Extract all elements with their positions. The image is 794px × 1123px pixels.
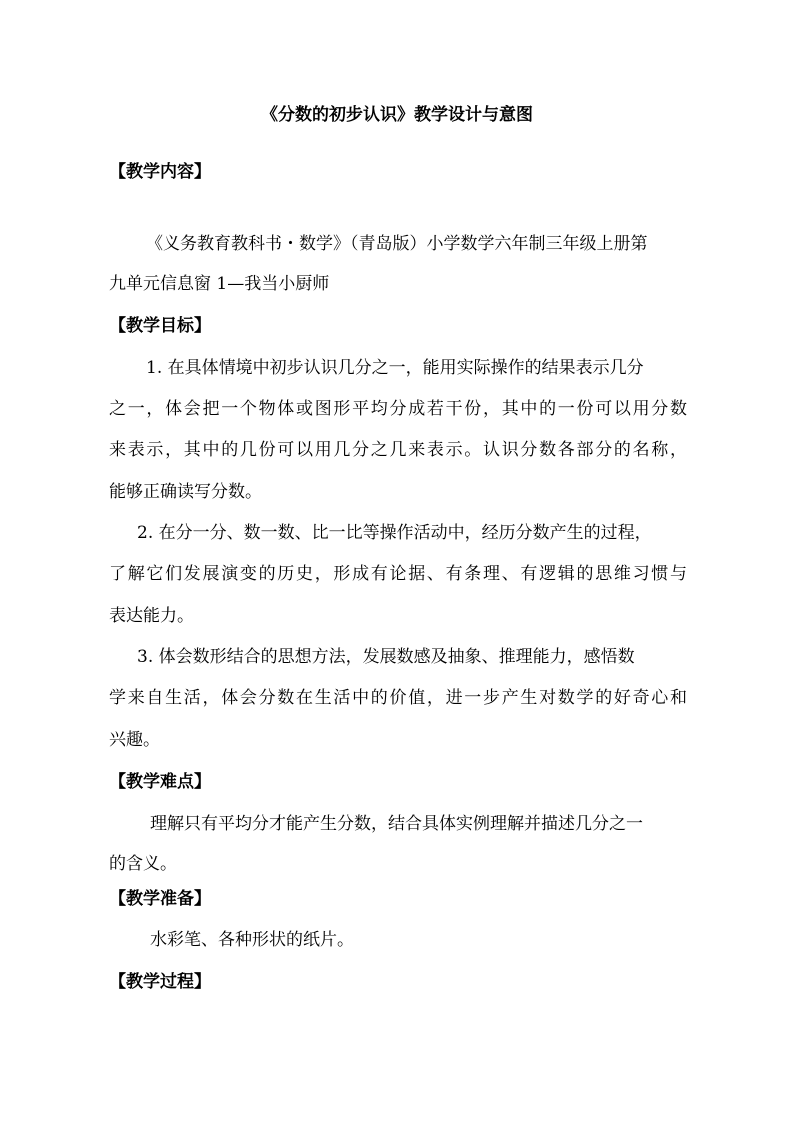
objective-1-line-4: 能够正确读写分数。 bbox=[109, 482, 262, 502]
document-title: 《分数的初步认识》教学设计与意图 bbox=[261, 105, 533, 125]
content-line-2: 九单元信息窗 1—我当小厨师 bbox=[109, 274, 330, 294]
objective-2-line-2: 了解它们发展演变的历史，形成有论据、有条理、有逻辑的思维习惯与 bbox=[109, 564, 687, 584]
objective-1-line-3: 来表示，其中的几份可以用几分之几来表示。认识分数各部分的名称， bbox=[109, 440, 687, 460]
difficulty-line-1: 理解只有平均分才能产生分数，结合具体实例理解并描述几分之一 bbox=[150, 814, 643, 834]
objective-3-line-2: 学来自生活，体会分数在生活中的价值，进一步产生对数学的好奇心和 bbox=[109, 688, 687, 708]
objective-3-line-1: 3. 体会数形结合的思想方法，发展数感及抽象、推理能力，感悟数 bbox=[137, 647, 635, 667]
objective-2-line-3: 表达能力。 bbox=[109, 606, 194, 626]
preparation-line-1: 水彩笔、各种形状的纸片。 bbox=[150, 930, 354, 950]
content-line-1: 《义务教育教科书・数学》（青岛版）小学数学六年制三年级上册第 bbox=[146, 234, 648, 254]
section-heading-difficulty: 【教学难点】 bbox=[109, 772, 211, 792]
objective-1-line-1: 1. 在具体情境中初步认识几分之一，能用实际操作的结果表示几分 bbox=[146, 358, 644, 378]
objective-3-line-3: 兴趣。 bbox=[109, 730, 160, 750]
objective-2-line-1: 2. 在分一分、数一数、比一比等操作活动中，经历分数产生的过程， bbox=[137, 523, 652, 543]
difficulty-line-2: 的含义。 bbox=[109, 854, 177, 874]
section-heading-content: 【教学内容】 bbox=[109, 162, 211, 182]
section-heading-objectives: 【教学目标】 bbox=[109, 316, 211, 336]
objective-1-line-2: 之一，体会把一个物体或图形平均分成若干份，其中的一份可以用分数 bbox=[109, 399, 687, 419]
section-heading-process: 【教学过程】 bbox=[109, 972, 211, 992]
section-heading-preparation: 【教学准备】 bbox=[109, 889, 211, 909]
